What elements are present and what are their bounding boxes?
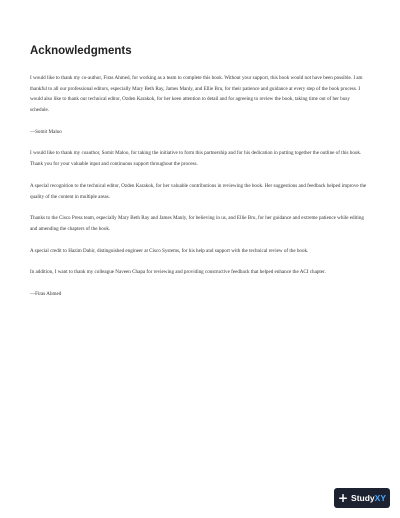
- paragraph-maloo-thanks: I would like to thank my co-author, Firas Ahmed, for working as a team to complete this book. Without your support, this book would not have been possible. I am thankful to all our professional editors, especially Mary Beth Ray, James Manly, and Ellie Bru, for their patience and guidance at every step of the book process. I would also like to thank our technical editor, Ozden Karakok, for her keen attention to detail and for agreeing to review the book, taking time out of her busy schedule.: [30, 74, 363, 114]
- paragraph-ahmed-thanks: I would like to thank my coauthor, Somit Maloo, for taking the initiative to form this partnership and for his dedication in putting together the outline of this book. Thank you for your valuable input and continuous support throughout the process.: [30, 150, 362, 168]
- page-title: Acknowledgments: [30, 45, 132, 57]
- studyxy-badge[interactable]: [334, 488, 390, 508]
- document-page: [30, 45, 370, 310]
- plus-icon: +: [337, 491, 349, 505]
- signature-somit-maloo: —Somit Maloo: [30, 128, 62, 135]
- badge-label: [351, 494, 386, 503]
- paragraph-hazim-dahir: A special credit to Hazim Dahir, distinguished engineer at Cisco Systems, for his help and support with the technical review of the book.: [30, 247, 309, 254]
- paragraph-cisco-press: Thanks to the Cisco Press team, especially Mary Beth Ray and James Manly, for believing in us, and Ellie Bru, for her guidance and extreme patience while editing and amending the chapters of the book.: [30, 215, 364, 232]
- paragraph-naveen-chapa: In addition, I want to thank my colleague Naveen Chapa for reviewing and providing constructive feedback that helped enhance the ACI chapter.: [30, 269, 326, 276]
- badge-label-accent: XY: [374, 492, 387, 503]
- badge-label-main: Study: [351, 492, 375, 503]
- signature-firas-ahmed: —Firas Ahmed: [30, 290, 62, 297]
- paragraph-technical-editor: A special recognition to the technical editor, Ozden Karakok, for her valuable contributions in reviewing the book. Her suggestions and feedback helped improve the quality of the content in multiple areas.: [30, 182, 367, 200]
